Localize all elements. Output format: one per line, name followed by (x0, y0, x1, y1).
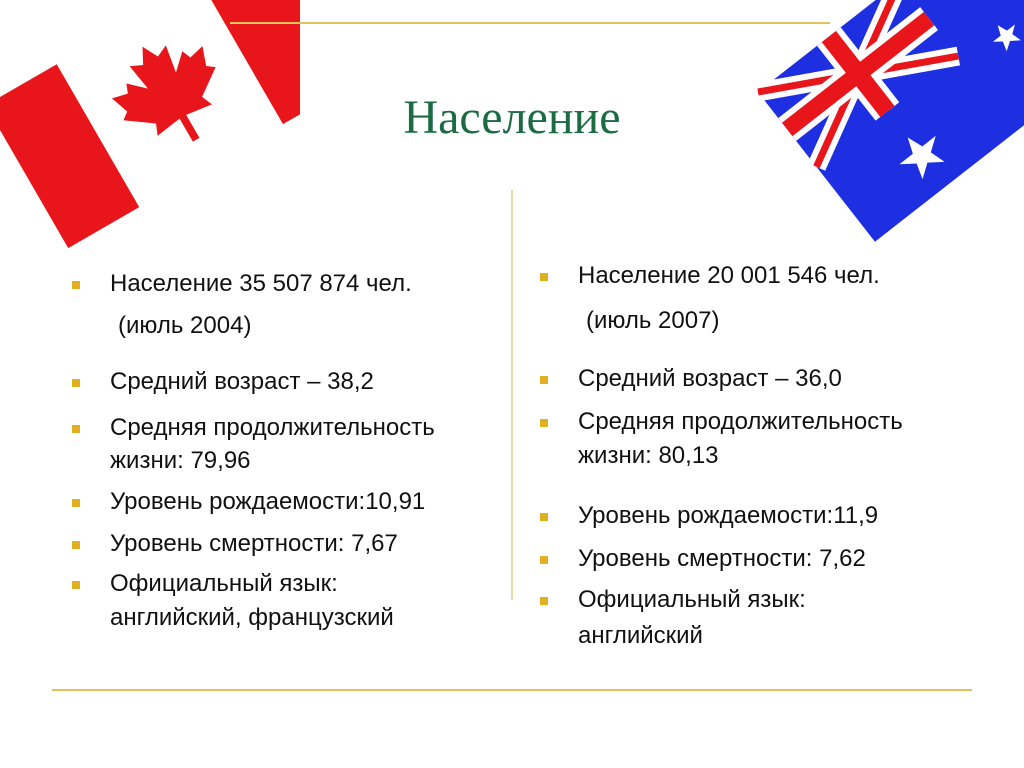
canada-life-expectancy-line2: жизни: 79,96 (110, 447, 251, 474)
canada-death-rate: Уровень смертности: 7,67 (110, 530, 398, 557)
australia-column (540, 0, 990, 700)
bullet-icon (540, 597, 548, 605)
australia-population: Население 20 001 546 чел. (578, 262, 880, 289)
bullet-icon (72, 541, 80, 549)
canada-birth-rate: Уровень рождаемости:10,91 (110, 488, 426, 515)
canada-median-age: Средний возраст – 38,2 (110, 368, 374, 395)
canada-language-line2: английский, французский (110, 604, 394, 631)
bullet-icon (540, 556, 548, 564)
bullet-icon (72, 281, 80, 289)
bullet-icon (540, 419, 548, 427)
bullet-icon (72, 379, 80, 387)
australia-life-expectancy-line1: Средняя продолжительность (578, 408, 903, 435)
australia-language-line2: английский (578, 622, 703, 649)
australia-language-line1: Официальный язык: (578, 586, 806, 613)
canada-language-line1: Официальный язык: (110, 570, 338, 597)
bullet-icon (72, 499, 80, 507)
bullet-icon (540, 273, 548, 281)
slide-title: Население (403, 91, 621, 144)
canada-population-date: (июль 2004) (118, 312, 252, 339)
canada-column (72, 0, 512, 700)
bullet-icon (72, 425, 80, 433)
australia-median-age: Средний возраст – 36,0 (578, 365, 842, 392)
bullet-icon (72, 581, 80, 589)
bullet-icon (540, 376, 548, 384)
australia-death-rate: Уровень смертности: 7,62 (578, 545, 866, 572)
canada-life-expectancy-line1: Средняя продолжительность (110, 414, 435, 441)
bullet-icon (540, 513, 548, 521)
australia-birth-rate: Уровень рождаемости:11,9 (578, 502, 879, 529)
australia-life-expectancy-line2: жизни: 80,13 (578, 442, 719, 469)
australia-population-date: (июль 2007) (586, 307, 720, 334)
canada-population: Население 35 507 874 чел. (110, 270, 412, 297)
